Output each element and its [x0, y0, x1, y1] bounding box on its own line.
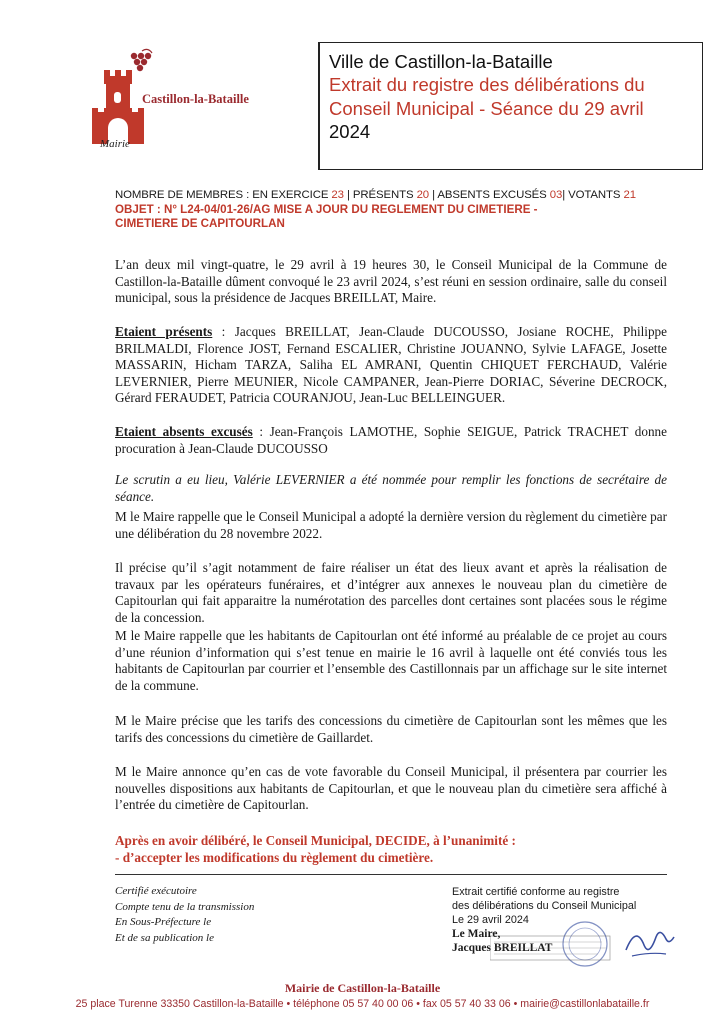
objet-line2: CIMETIERE DE CAPITOURLAN [115, 217, 285, 230]
presents-label: | PRÉSENTS [343, 189, 417, 201]
intro-paragraph: L’an deux mil vingt-quatre, le 29 avril à 19 heures 30, le Conseil Municipal de la Commune de Castillon-la-Bataille dûment convoqué le 23 avril 2024, s’est réuni en session ordinaire, salle du conseil municipal, sous la présidence de Jacques BREILLAT, Maire. [115, 257, 667, 306]
cert-line: Certifié exécutoire [115, 885, 197, 897]
cert-line: Et de sa publication le [115, 931, 214, 944]
certification-left [115, 884, 254, 946]
footer-address: 25 place Turenne 33350 Castillon-la-Bataille • téléphone 05 57 40 00 06 • fax 05 57 40 33 06 • mairie@castillonlabataille.fr [75, 998, 650, 1010]
scrutin-paragraph: Le scrutin a eu lieu, Valérie LEVERNIER a été nommée pour remplir les fonctions de secrétaire de séance. [115, 472, 667, 504]
body-paragraph-1: M le Maire rappelle que le Conseil Municipal a adopté la dernière version du règlement du cimetière par une délibération du 28 novembre 2022. [115, 509, 667, 541]
members-absents: 03 [549, 189, 563, 201]
body-paragraph-2: Il précise qu’il s’agit notamment de faire réaliser un état des lieux avant et après la réalisation de travaux par les opérateurs funéraires, et d’intégrer aux annexes le nouveau plan du cimetière de Capitourlan qui fait apparaitre la numérotation des parcelles dont certaines sont placées sous le régime de la concession. [115, 560, 667, 625]
members-presents: 20 [416, 189, 430, 201]
absents-label: | ABSENTS EXCUSÉS [429, 189, 550, 201]
votants-label: | VOTANTS [562, 189, 624, 201]
decision-line2: - d’accepter les modifications du règlement du cimetière. [115, 850, 434, 865]
body-paragraph-5: M le Maire annonce qu’en cas de vote favorable du Conseil Municipal, il présentera par courrier les nouvelles dispositions aux habitants de Capitourlan, et que le nouveau plan du cimetière sera affiché à l’entrée du cimetière de Capitourlan. [115, 764, 667, 813]
members-votants: 21 [623, 189, 636, 201]
decision [115, 832, 516, 866]
presents-list: : Jacques BREILLAT, Jean-Claude DUCOUSSO, Josiane ROCHE, Philippe BRILMALDI, Florence JOST, Fernand ESCALIER, Christine JOUANNO, Sylvie LAFAGE, Josette MASSARIN, Hicham TARZA, Saliha EL AMRANI, Quentin CHIQUET FERCHAUD, Valérie LEVERNIER, Pierre MEUNIER, Nicole CAMPANER, Jean-Pierre DORIAC, Séverine DECROCK, Gérard FERAUDET, Patricia COURANJOU, Jean-Luc BELLEINGUER. [115, 324, 667, 406]
cert-right-signatory: Jacques BREILLAT [452, 942, 553, 954]
absents-list: : Jean-François LAMOTHE, Sophie SEIGUE, Patrick TRACHET donne procuration à Jean-Claude DUCOUSSO [115, 424, 667, 456]
cert-right-line1: Extrait certifié conforme au registre [452, 886, 620, 898]
divider [115, 874, 667, 875]
cert-right-line2: des délibérations du Conseil Municipal [452, 900, 637, 912]
body-paragraph-3: M le Maire rappelle que les habitants de Capitourlan ont été informé au préalable de ce projet au cours d’une réunion d’information qui s’est tenue en mairie le 16 avril à laquelle ont été conviés tous les habitants de Capitourlan par courrier et l’ensemble des Castillonnais par un affichage sur le site internet de la commune. [115, 628, 667, 693]
cert-right-role: Le Maire, [452, 928, 501, 940]
logo-subtitle: Mairie [100, 138, 130, 150]
register-title-line2: Conseil Municipal - Séance du 29 avril [329, 97, 644, 119]
objet-line1: OBJET : N° L24-04/01-26/AG MISE A JOUR DU REGLEMENT DU CIMETIERE - [115, 203, 538, 216]
register-title-line1: Extrait du registre des délibérations du [329, 74, 645, 95]
members-exercice: 23 [331, 189, 344, 201]
absents-label: Etaient absents excusés [115, 424, 253, 439]
register-year: 2024 [329, 121, 371, 142]
members-count [115, 189, 636, 201]
body-paragraph-4: M le Maire précise que les tarifs des concessions du cimetière de Capitourlan sont les mêmes que les tarifs des concessions du cimetière de Gaillardet. [115, 713, 667, 745]
cert-line: En Sous-Préfecture le [115, 916, 212, 928]
absents-paragraph [115, 424, 667, 457]
objet [115, 203, 538, 231]
document-header [318, 42, 703, 170]
logo-text: Castillon-la-Bataille [142, 92, 249, 106]
cert-line: Compte tenu de la transmission [115, 900, 255, 913]
presents-label: Etaient présents [115, 324, 213, 339]
cert-right-date: Le 29 avril 2024 [452, 914, 529, 926]
presents-paragraph [115, 324, 667, 407]
decision-line1: Après en avoir délibéré, le Conseil Municipal, DECIDE, à l’unanimité : [115, 833, 516, 848]
members-label: NOMBRE DE MEMBRES : EN EXERCICE [115, 189, 332, 201]
footer-name: Mairie de Castillon-la-Bataille [284, 981, 441, 995]
signature [618, 920, 678, 965]
city-title: Ville de Castillon-la-Bataille [329, 51, 553, 72]
